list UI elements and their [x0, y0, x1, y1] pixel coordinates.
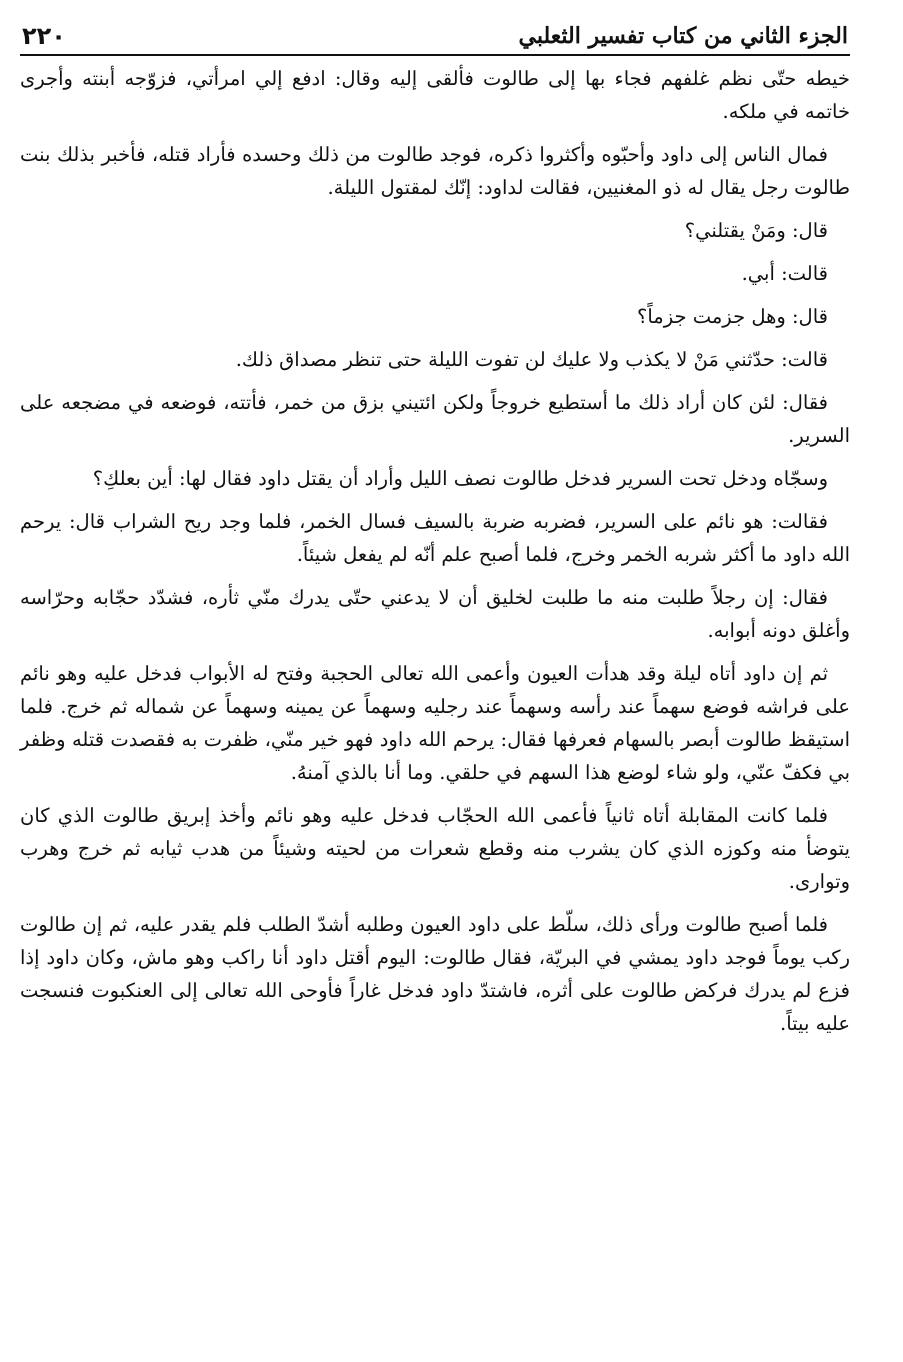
paragraph: فمال الناس إلى داود وأحبّوه وأكثروا ذكره، فوجد طالوت من ذلك وحسده فأراد قتله، فأخبر بذلك بنت طالوت رجل يقال له ذو المغنيين، فقالت لداود: إنّك لمقتول الليلة. — [20, 143, 850, 199]
paragraph: فلما أصبح طالوت ورأى ذلك، سلّط على داود العيون وطلبه أشدّ الطلب فلم يقدر عليه، ثم إن طالوت ركب يوماً فوجد داود يمشي في البريّة، فقال طالوت: اليوم أقتل داود أنا راكب وهو ماش، وكان داود إذا فزع لم يدرك فركض طالوت على أثره، فاشتدّ داود فدخل غاراً فأوحى الله تعالى إلى العنكبوت فنسجت عليه بيتاً. — [20, 913, 850, 1035]
dialogue-line: قال: وهل جزمت جزماً؟ — [636, 305, 828, 328]
paragraph: خيطه حتّى نظم غلفهم فجاء بها إلى طالوت فألقى إليه وقال: ادفع إلي امرأتي، فزوّجه أبنته وأجرى خاتمه في ملكه. — [20, 67, 850, 123]
paragraph: وسجّاه ودخل تحت السرير فدخل طالوت نصف الليل وأراد أن يقتل داود فقال لها: أين بعلكِ؟ — [92, 467, 828, 490]
paragraph: ثم إن داود أتاه ليلة وقد هدأت العيون وأعمى الله تعالى الحجبة وفتح له الأبواب فدخل عليه وهو نائم على فراشه فوضع سهماً عند رأسه وسهماً عند رجليه وسهماً عن يمينه وسهماً عن شماله ثم خرج. فلما استيقظ طالوت أبصر بالسهام فعرفها فقال: يرحم الله داود فهو خير منّي، ظفرت به فقصدت قتله وظفر بي فكفّ عنّي، ولو شاء لوضع هذا السهم في حلقي. وما أنا بالذي آمنهُ. — [20, 662, 850, 784]
page-number: ٢٢٠ — [22, 22, 66, 50]
dialogue-line: قال: ومَنْ يقتلني؟ — [684, 219, 828, 242]
paragraph: فقالت: هو نائم على السرير، فضربه ضربة بالسيف فسال الخمر، فلما وجد ريح الشراب قال: يرحم الله داود ما أكثر شربه الخمر وخرج، فلما أصبح علم أنّه لم يفعل شيئاً. — [20, 510, 850, 566]
running-header — [20, 14, 850, 54]
paragraph: فقال: إن رجلاً طلبت منه ما طلبت لخليق أن لا يدعني حتّى يدرك منّي ثأره، فشدّد حجّابه وحرّاسه وأغلق دونه أبوابه. — [20, 586, 850, 642]
header-divider — [20, 54, 850, 56]
dialogue-line: قالت: أبي. — [741, 262, 828, 285]
dialogue-line: قالت: حدّثني مَنْ لا يكذب ولا عليك لن تفوت الليلة حتى تنظر مصداق ذلك. — [235, 348, 828, 371]
body-text — [20, 62, 850, 1040]
header-title: الجزء الثاني من كتاب تفسير الثعلبي — [518, 23, 848, 49]
document-page — [20, 14, 850, 1344]
paragraph: فقال: لئن كان أراد ذلك ما أستطيع خروجاً ولكن ائتيني بزق من خمر، فأتته، فوضعه في مضجعه على السرير. — [20, 391, 850, 447]
paragraph: فلما كانت المقابلة أتاه ثانياً فأعمى الله الحجّاب فدخل عليه وهو نائم وأخذ إبريق طالوت الذي كان يتوضأ منه وكوزه الذي كان يشرب منه وقطع شعرات من لحيته وشيئاً من هدب ثيابه ثم خرج وهرب وتوارى. — [20, 804, 850, 893]
